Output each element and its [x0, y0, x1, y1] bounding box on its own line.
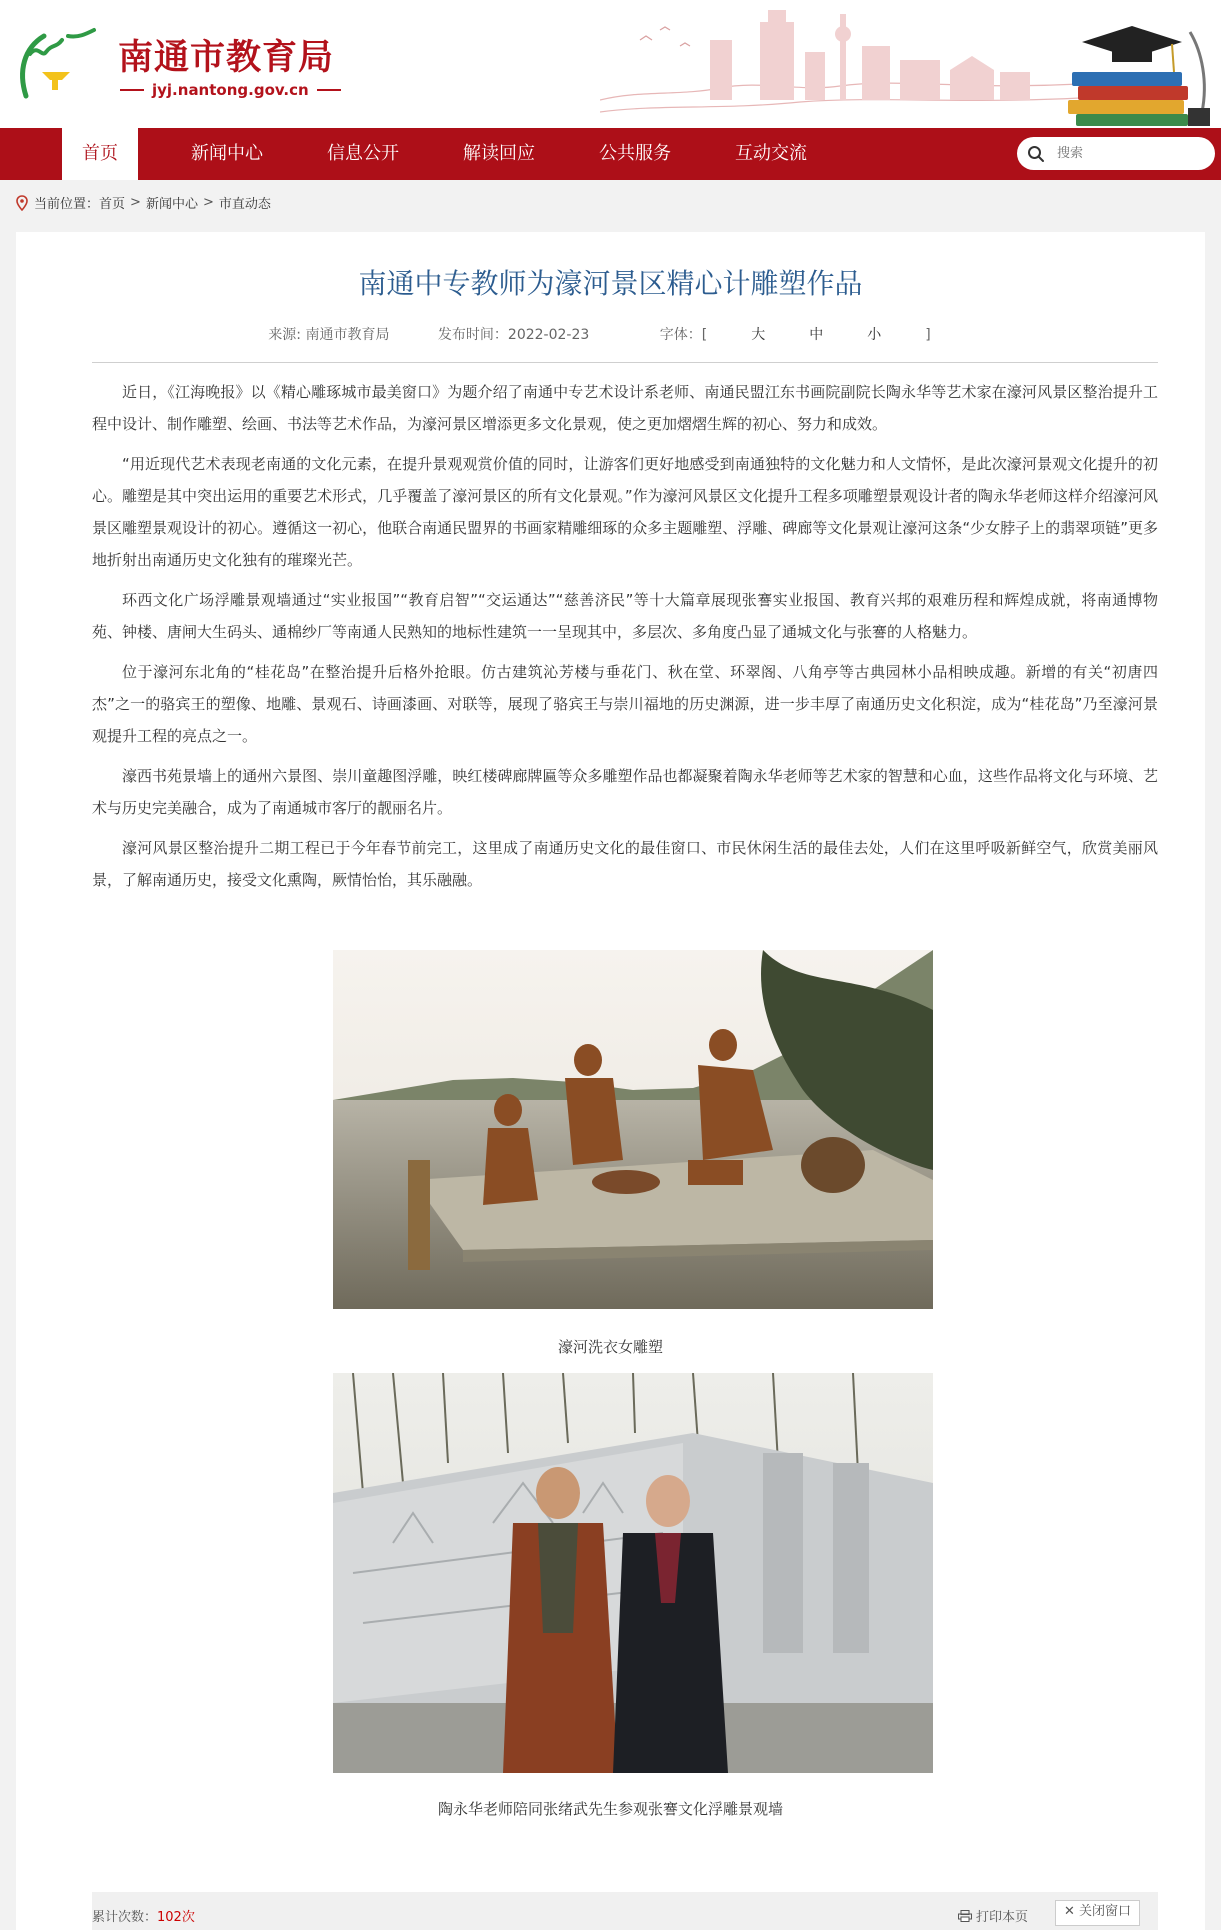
main-nav: [0, 128, 1221, 180]
article-source: 来源: 南通市教育局: [268, 327, 390, 343]
breadcrumb-separator: >: [202, 195, 214, 210]
photo-caption-2: 陶永华老师陪同张绪武先生参观张謇文化浮雕景观墙: [437, 1800, 783, 1818]
domain-rule-right: [317, 89, 341, 91]
font-size-small[interactable]: 小: [867, 327, 882, 343]
breadcrumb: [0, 180, 1221, 225]
search-box[interactable]: [1017, 137, 1215, 170]
paragraph: 濠西书苑景墙上的通州六景图、崇川童趣图浮雕，映红楼碑廊牌匾等众多雕塑作品也都凝聚着陶永华老师等艺术家的智慧和心血，这些作品将文化与环境、艺术与历史完美融合，成为了南通城市客厅的靓丽名片。: [92, 767, 1158, 817]
nav-item-interpretation[interactable]: 解读回应: [463, 143, 535, 164]
paragraph: 环西文化广场浮雕景观墙通过“实业报国”“教育启智”“交运通达”“慈善济民”等十大篇章展现张謇实业报国、教育兴邦的艰难历程和辉煌成就，将南通博物苑、钟楼、唐闸大生码头、通棉纱厂等南通人民熟知的地标性建筑一一呈现其中，多层次、多角度凸显了通城文化与张謇的人格魅力。: [92, 591, 1158, 641]
printer-icon: [958, 1910, 972, 1922]
article-date: 发布时间：2022-02-23: [437, 327, 590, 343]
paragraph: “用近现代艺术表现老南通的文化元素，在提升景观观赏价值的同时，让游客们更好地感受到南通独特的文化魅力和人文情怀，是此次濠河景观文化提升的初心。雕塑是其中突出运用的重要艺术形式，几乎覆盖了濠河景区的所有文化景观。”作为濠河风景区文化提升工程多项雕塑景观设计者的陶永华老师这样介绍濠河风景区雕塑景观设计的初心。遵循这一初心，他联合南通民盟界的书画家精雕细琢的众多主题雕塑、浮雕、碑廊等文化景观让濠河这条“少女脖子上的翡翠项链”更多地折射出南通历史文化独有的璀璨光芒。: [92, 455, 1158, 569]
article-footer-bar: [92, 1892, 1158, 1930]
breadcrumb-separator: >: [130, 195, 141, 210]
paragraph: 位于濠河东北角的“桂花岛”在整治提升后格外抢眼。仿古建筑沁芳楼与垂花门、秋在堂、环翠阁、八角亭等古典园林小品相映成趣。新增的有关“初唐四杰”之一的骆宾王的塑像、地雕、景观石、诗画漆画、对联等，展现了骆宾王与崇川福地的历史渊源，进一步丰厚了南通历史文化积淀，成为“桂花岛”乃至濠河景观提升工程的亮点之一。: [92, 663, 1158, 745]
font-size-label: 字体：[: [659, 327, 708, 343]
site-title[interactable]: 南通市教育局: [118, 38, 335, 78]
article-title: 南通中专教师为濠河景区精心计雕塑作品: [358, 267, 863, 300]
location-pin-icon: [16, 195, 28, 211]
nav-item-home[interactable]: 首页: [62, 128, 138, 180]
site-domain-text: jyj.nantong.gov.cn: [152, 81, 309, 99]
books-graduation-cap-icon: [1062, 12, 1220, 128]
nav-item-interaction[interactable]: 互动交流: [735, 143, 807, 164]
breadcrumb-news-center[interactable]: 新闻中心: [145, 197, 198, 212]
font-size-medium[interactable]: 中: [809, 327, 824, 343]
city-skyline-illustration: [600, 0, 1080, 128]
article-body: [92, 376, 1158, 904]
title-divider: [92, 362, 1158, 363]
search-icon[interactable]: [1027, 145, 1045, 163]
print-label: 打印本页: [975, 1910, 1028, 1925]
print-button[interactable]: [958, 1906, 1028, 1925]
close-label: 关闭窗口: [1078, 1904, 1131, 1919]
breadcrumb-label: 当前位置：: [34, 197, 100, 212]
font-size-switcher: [638, 327, 953, 343]
photo-washerwomen-sculpture: [333, 950, 933, 1309]
site-domain: [120, 81, 341, 99]
font-size-large[interactable]: 大: [751, 327, 766, 343]
search-input[interactable]: [1055, 145, 1199, 162]
view-count-label: 累计次数：: [92, 1910, 158, 1925]
site-header: [0, 0, 1221, 128]
breadcrumb-home[interactable]: 首页: [99, 197, 126, 212]
paragraph: 濠河风景区整治提升二期工程已于今年春节前完工，这里成了南通历史文化的最佳窗口、市民休闲生活的最佳去处，人们在这里呼吸新鲜空气，欣赏美丽风景，了解南通历史，接受文化熏陶，厥情怡怡，其乐融融。: [92, 839, 1158, 889]
article-card: [16, 232, 1205, 1930]
view-counter: [92, 1906, 195, 1925]
article-meta: [16, 324, 1205, 344]
nav-item-public-service[interactable]: 公共服务: [599, 143, 671, 164]
education-bureau-logo[interactable]: [16, 26, 100, 106]
photo-caption-1: 濠河洗衣女雕塑: [557, 1338, 663, 1356]
nav-item-info-disclosure[interactable]: 信息公开: [327, 143, 399, 164]
view-count-value: 102次: [157, 1910, 195, 1925]
paragraph: 近日，《江海晚报》以《精心雕琢城市最美窗口》为题介绍了南通中专艺术设计系老师、南通民盟江东书画院副院长陶永华等艺术家在濠河风景区整治提升工程中设计、制作雕塑、绘画、书法等艺术作品，为濠河景区增添更多文化景观，使之更加熠熠生辉的初心、努力和成效。: [92, 383, 1158, 433]
breadcrumb-city-news[interactable]: 市直动态: [218, 197, 271, 212]
font-size-close: ]: [925, 327, 931, 343]
domain-rule-left: [120, 89, 144, 91]
close-window-button[interactable]: [1055, 1900, 1140, 1926]
photo-relief-wall-visit: [333, 1373, 933, 1773]
nav-item-news-center[interactable]: 新闻中心: [191, 143, 263, 164]
close-icon: ✕: [1063, 1904, 1075, 1919]
